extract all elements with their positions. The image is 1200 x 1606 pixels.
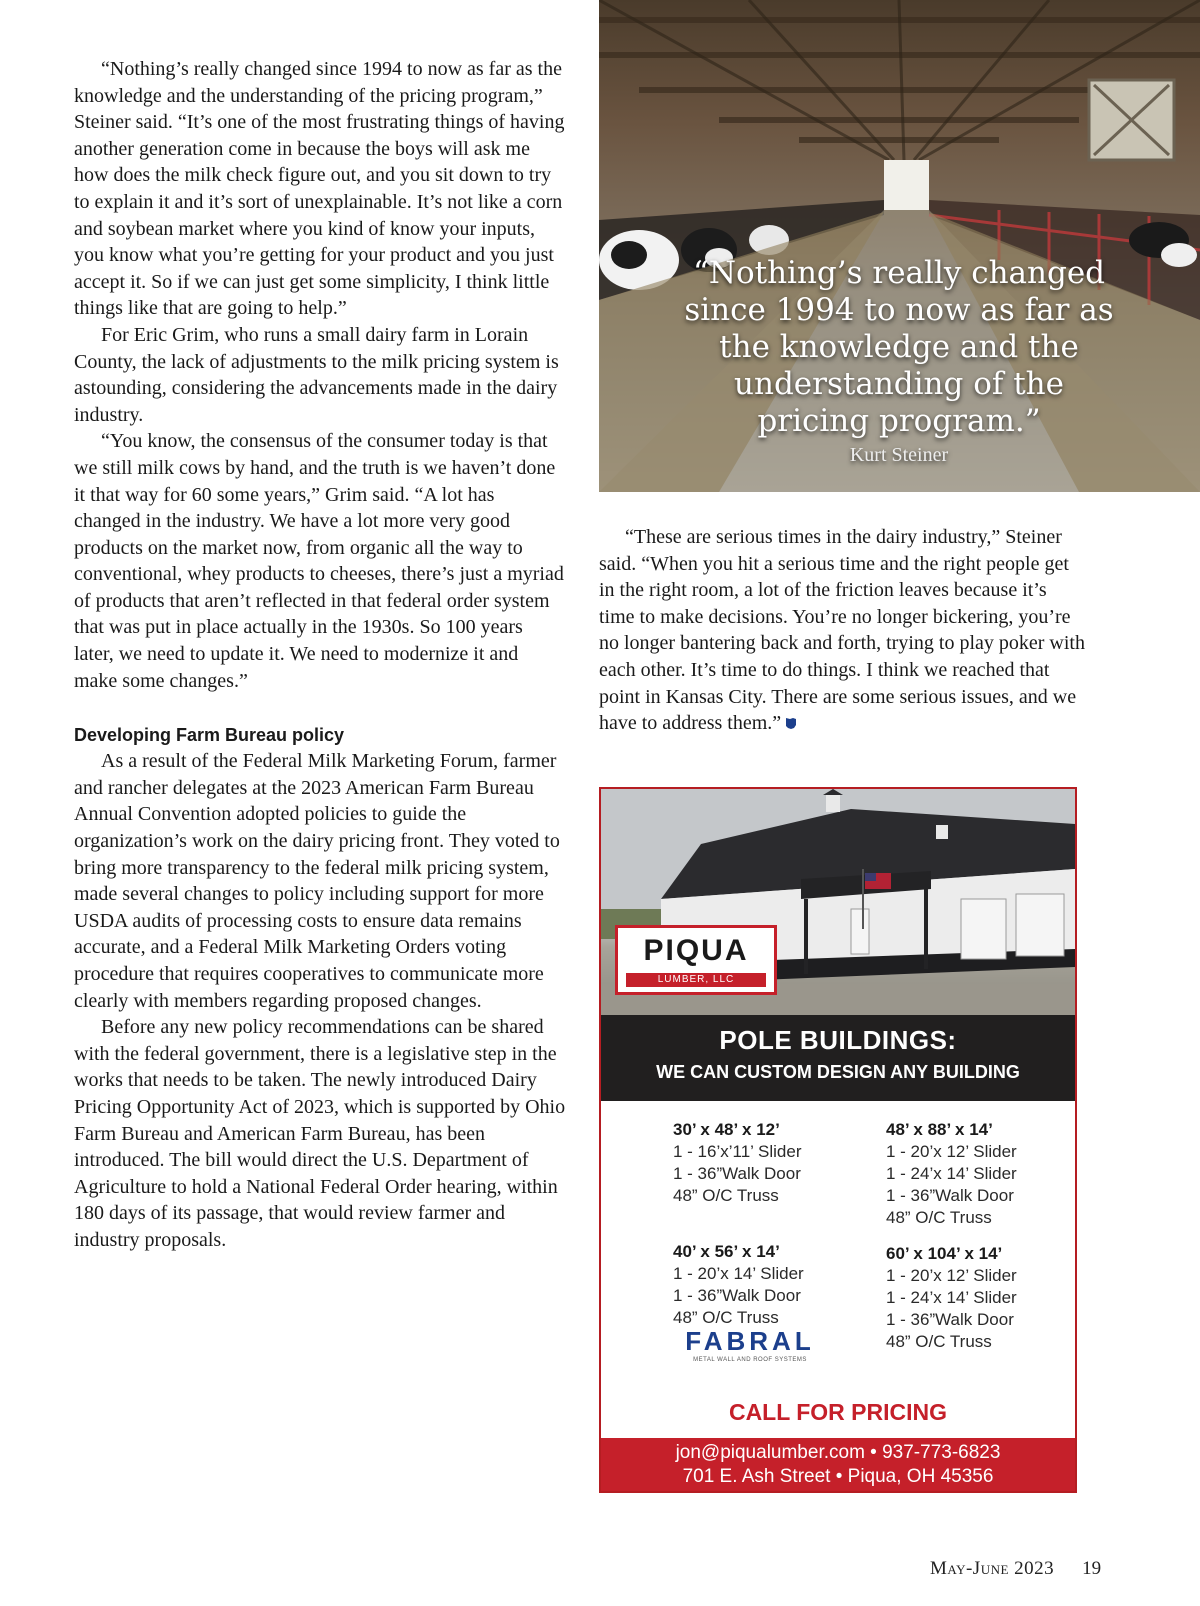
article-paragraph: Before any new policy recommendations can be shared with the federal government, there is a legislative step in the works that needs to be taken. The newly introduced Dairy Pricing Opportunity Act of 2023, which is supported by Ohio Farm Bureau and American Farm Bureau, has been introduced. The bill would direct the U.S. Department of Agriculture to hold a National Federal Order hearing, within 180 days of its passage, that would review farmer and industry proposals. bbox=[74, 1016, 566, 1251]
spec-line: 1 - 36”Walk Door bbox=[673, 1286, 801, 1305]
article-paragraph: “You know, the consensus of the consumer today is that we still milk cows by hand, and the truth is we haven’t done it that way for 60 some years,” Grim said. “A lot has changed in the industry. We have a lot more very good products on the market now, from organic all the way to conventional, whey products to cheeses, there’s just a myriad of products that aren’t reflected in that federal order system that was put in place actually in the 1930s. So 100 years later, we need to update it. We need to modernize it and make some changes.” bbox=[74, 430, 564, 692]
spec-line: 1 - 24’x 14’ Slider bbox=[886, 1288, 1017, 1307]
spec-title: 60’ x 104’ x 14’ bbox=[886, 1244, 1003, 1263]
fabral-logo-subtitle: METAL WALL AND ROOF SYSTEMS bbox=[693, 1357, 807, 1363]
piqua-logo-name: PIQUA bbox=[643, 934, 749, 967]
spec-line: 1 - 36”Walk Door bbox=[886, 1310, 1014, 1329]
pull-quote-author: Kurt Steiner bbox=[849, 444, 949, 466]
article-paragraph-text: “These are serious times in the dairy industry,” Steiner said. “When you hit a serious time and the right people get in the right room, a lot of the friction leaves because it’s time to make decisions. You’re no longer bickering, you’re no longer bantering back and forth, trying to play poker with each other. It’s time to do things. I think we reached that point in Kansas City. There are some serious issues, and we have to address them.” bbox=[599, 526, 1085, 735]
ad-contact-footer bbox=[601, 1438, 1075, 1491]
article-paragraph: “Nothing’s really changed since 1994 to now as far as the knowledge and the understanding of the pricing program,” Steiner said. “It’s one of the most frustrating things of having another generation come in because the boys will ask me how does the milk check figure out, and you sit down to try to explain it and it’s sort of unexplainable. It’s not like a corn and soybean market where you kind of know your inputs, you know what you’re getting for your product and you just accept it. So if we can just get some simplicity, I think little things like that are going to help.” bbox=[74, 58, 565, 320]
spec-line: 48” O/C Truss bbox=[886, 1332, 992, 1351]
spec-line: 1 - 20’x 12’ Slider bbox=[886, 1266, 1017, 1285]
spec-column-right bbox=[886, 1119, 1017, 1367]
spec-line: 1 - 20’x 12’ Slider bbox=[886, 1142, 1017, 1161]
piqua-logo-subtitle: LUMBER, LLC bbox=[626, 973, 766, 987]
pull-quote bbox=[679, 255, 1119, 467]
spec-group bbox=[673, 1241, 804, 1329]
spec-title: 30’ x 48’ x 12’ bbox=[673, 1120, 780, 1139]
call-for-pricing: CALL FOR PRICING bbox=[728, 1399, 948, 1425]
spec-line: 1 - 20’x 14’ Slider bbox=[673, 1264, 804, 1283]
ad-address-line: 701 E. Ash Street • Piqua, OH 45356 bbox=[682, 1466, 994, 1487]
piqua-lumber-ad bbox=[599, 787, 1077, 1493]
ad-contact-line: jon@piqualumber.com • 937-773-6823 bbox=[675, 1442, 1001, 1463]
article-paragraph bbox=[599, 524, 1085, 737]
spec-line: 48” O/C Truss bbox=[673, 1308, 779, 1327]
spec-group bbox=[673, 1119, 804, 1207]
spec-line: 1 - 24’x 14’ Slider bbox=[886, 1164, 1017, 1183]
spec-line: 1 - 36”Walk Door bbox=[673, 1164, 801, 1183]
article-paragraph: For Eric Grim, who runs a small dairy farm in Lorain County, the lack of adjustments to the milk pricing system is astounding, considering the advancements made in the dairy industry. bbox=[74, 323, 559, 426]
dairy-barn-photo bbox=[599, 0, 1200, 492]
ad-headline: POLE BUILDINGS: bbox=[719, 1025, 957, 1055]
section-subhead: Developing Farm Bureau policy bbox=[74, 725, 345, 746]
spec-title: 40’ x 56’ x 14’ bbox=[673, 1242, 780, 1261]
article-paragraph: As a result of the Federal Milk Marketing Forum, farmer and rancher delegates at the 2023 American Farm Bureau Annual Convention adopted policies to guide the organization’s work on the dairy pricing front. They voted to bring more transparency to the federal milk pricing system, made several changes to policy including support for more USDA audits of processing costs to ensure data remains accurate, and a Federal Milk Marketing Orders voting procedure that requires cooperatives to communicate more clearly with members regarding proposed changes. bbox=[74, 750, 560, 1012]
spec-line: 1 - 16’x’11’ Slider bbox=[673, 1142, 802, 1161]
piqua-lumber-logo bbox=[615, 925, 777, 995]
ohio-state-icon bbox=[785, 717, 797, 730]
pull-quote-text: “Nothing’s really changed since 1994 to now as far as the knowledge and the understanding of the pricing program.” bbox=[684, 255, 1114, 439]
issue-date: May-June 2023 bbox=[930, 1558, 1055, 1579]
article-left-column bbox=[74, 56, 566, 1254]
page-folio bbox=[930, 1558, 1101, 1580]
spec-title: 48’ x 88’ x 14’ bbox=[886, 1120, 993, 1139]
spec-line: 48” O/C Truss bbox=[886, 1208, 992, 1227]
spec-line: 48” O/C Truss bbox=[673, 1186, 779, 1205]
page-number: 19 bbox=[1082, 1558, 1102, 1579]
article-right-column bbox=[599, 524, 1085, 737]
fabral-logo bbox=[675, 1326, 825, 1363]
fabral-logo-name: FABRAL bbox=[685, 1326, 815, 1356]
spec-group bbox=[886, 1243, 1017, 1353]
pole-building-photo bbox=[601, 789, 1075, 1015]
spec-line: 1 - 36”Walk Door bbox=[886, 1186, 1014, 1205]
spec-group bbox=[886, 1119, 1017, 1229]
ad-headline-band bbox=[601, 1015, 1075, 1101]
ad-subheadline: WE CAN CUSTOM DESIGN ANY BUILDING bbox=[656, 1062, 1020, 1082]
spec-column-left bbox=[673, 1119, 804, 1343]
